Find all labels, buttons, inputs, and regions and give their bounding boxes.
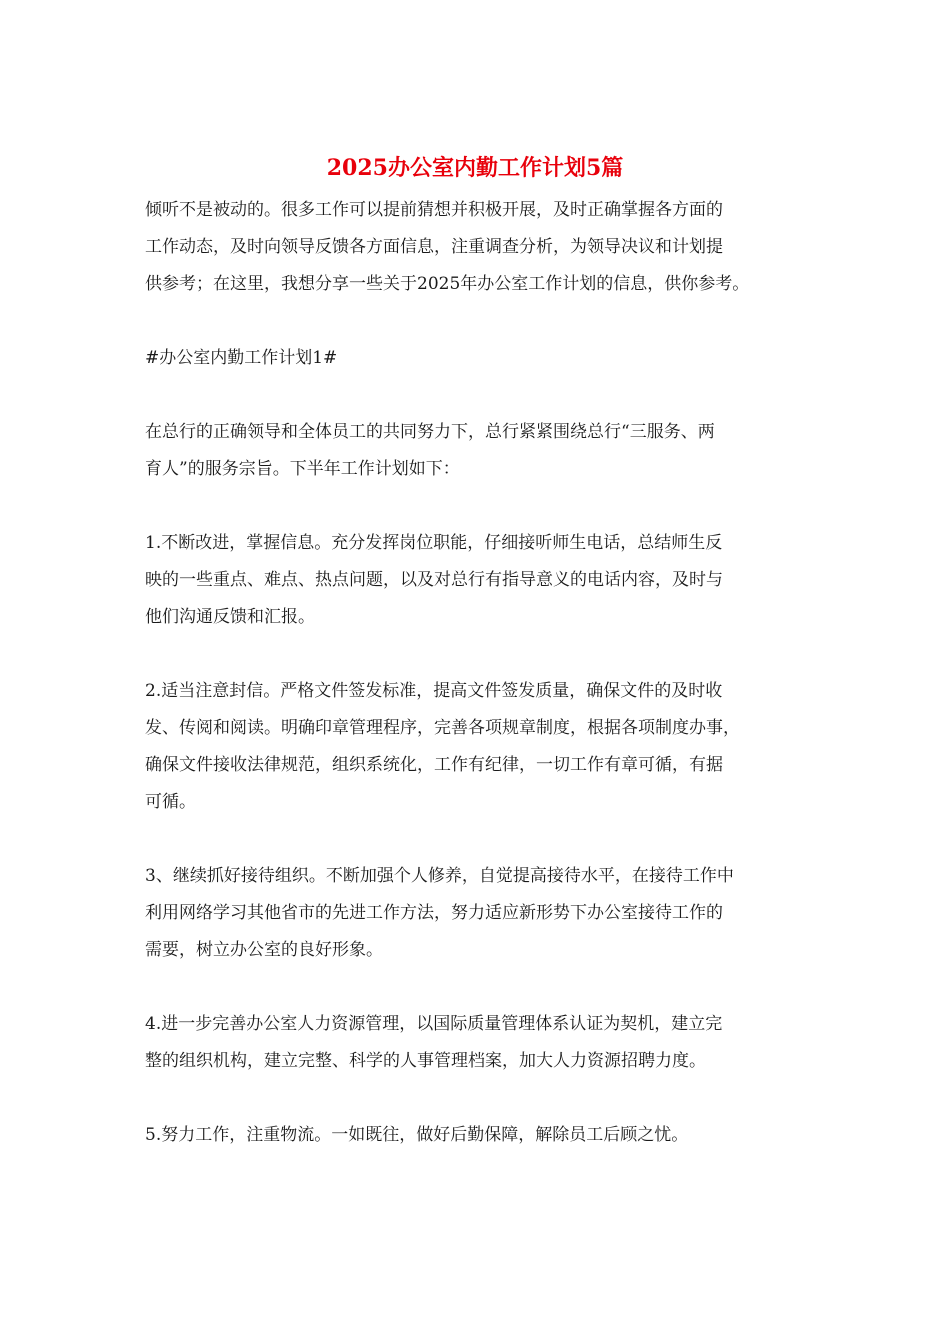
paragraph-line: 确保文件接收法律规范，组织系统化，工作有纪律，一切工作有章可循，有据 <box>145 755 723 775</box>
paragraph-line: 工作动态，及时向领导反馈各方面信息，注重调查分析，为领导决议和计划提 <box>145 237 723 257</box>
paragraph-item-4 <box>145 1006 813 1080</box>
paragraph-line: 1.不断改进，掌握信息。充分发挥岗位职能，仔细接听师生电话，总结师生反 <box>145 533 723 553</box>
paragraph-line: 可循。 <box>145 792 196 812</box>
paragraph-line: 5.努力工作，注重物流。一如既往，做好后勤保障，解除员工后顾之忧。 <box>145 1125 689 1145</box>
paragraph-line: 4.进一步完善办公室人力资源管理，以国际质量管理体系认证为契机，建立完 <box>145 1014 723 1034</box>
paragraph-line: 3、继续抓好接待组织。不断加强个人修养，自觉提高接待水平，在接待工作中 <box>145 866 734 886</box>
document-body <box>145 192 813 1191</box>
paragraph-item-3 <box>145 858 813 969</box>
paragraph-line: 育人”的服务宗旨。下半年工作计划如下： <box>145 459 460 479</box>
paragraph-line: 利用网络学习其他省市的先进工作方法，努力适应新形势下办公室接待工作的 <box>145 903 723 923</box>
paragraph-item-5 <box>145 1117 813 1154</box>
paragraph-line: 发、传阅和阅读。明确印章管理程序，完善各项规章制度，根据各项制度办事， <box>145 718 740 738</box>
paragraph-preface <box>145 414 813 488</box>
section-heading-text: #办公室内勤工作计划1# <box>145 348 338 368</box>
paragraph-line: 整的组织机构，建立完整、科学的人事管理档案，加大人力资源招聘力度。 <box>145 1051 706 1071</box>
paragraph-line: 供参考；在这里，我想分享一些关于2025年办公室工作计划的信息，供你参考。 <box>145 274 750 294</box>
paragraph-intro <box>145 192 813 303</box>
paragraph-line: 映的一些重点、难点、热点问题，以及对总行有指导意义的电话内容，及时与 <box>145 570 723 590</box>
paragraph-line: 需要，树立办公室的良好形象。 <box>145 940 383 960</box>
paragraph-item-2 <box>145 673 813 821</box>
paragraph-line: 在总行的正确领导和全体员工的共同努力下，总行紧紧围绕总行“三服务、两 <box>145 422 715 442</box>
section-heading <box>145 340 813 377</box>
paragraph-line: 2.适当注意封信。严格文件签发标准，提高文件签发质量，确保文件的及时收 <box>145 681 723 701</box>
paragraph-line: 他们沟通反馈和汇报。 <box>145 607 315 627</box>
paragraph-item-1 <box>145 525 813 636</box>
document-title: 2025办公室内勤工作计划5篇 <box>326 155 624 181</box>
paragraph-line: 倾听不是被动的。很多工作可以提前猜想并积极开展，及时正确掌握各方面的 <box>145 200 723 220</box>
